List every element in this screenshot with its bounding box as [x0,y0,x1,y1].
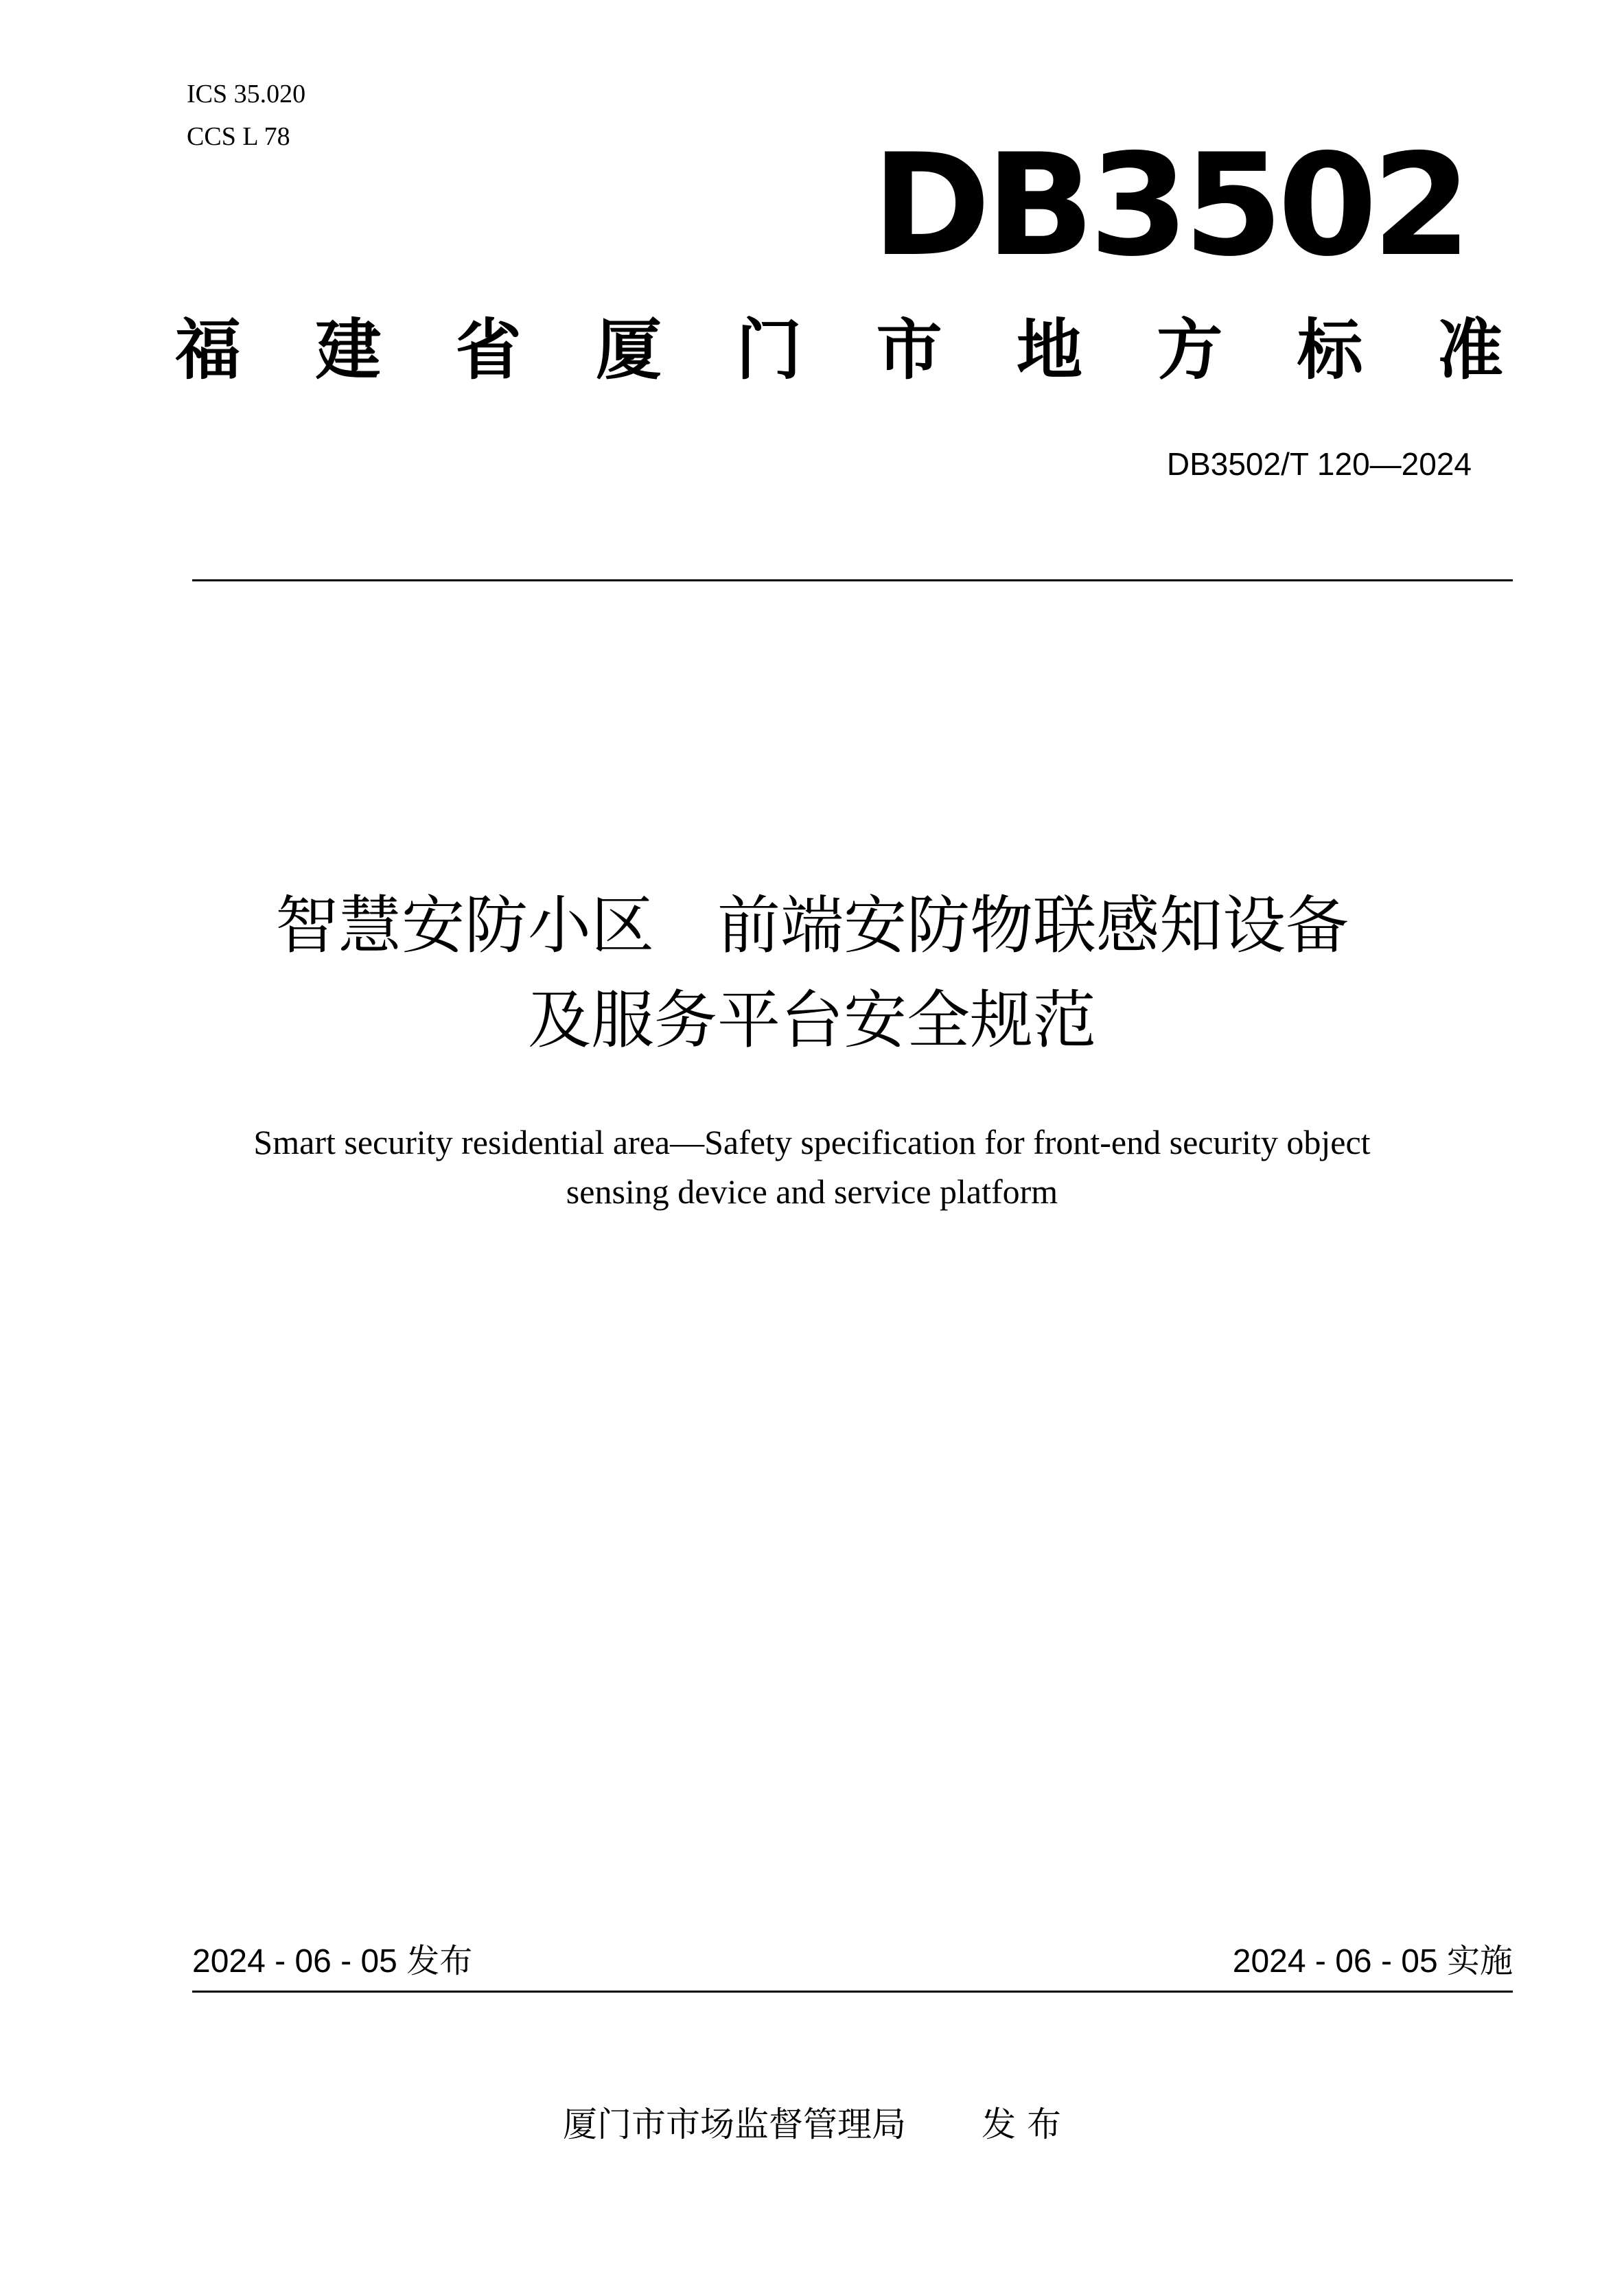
implementation-date: 2024 - 06 - 05 实施 [1232,1943,1513,1980]
english-title-line-2: sensing device and service platform [566,1172,1058,1211]
standard-number: DB3502/T 120—2024 [1166,446,1472,482]
english-title-line-1: Smart security residential area—Safety specification for front-end security object [253,1123,1371,1161]
standard-type-char: 门 [736,312,802,389]
standard-type-char: 准 [1437,312,1503,389]
chinese-title-line-1: 智慧安防小区 前端安防物联感知设备 [275,889,1349,962]
header-divider [192,579,1513,581]
standard-type-char: 省 [455,312,522,389]
publisher-line [0,2100,1624,2148]
standard-type-char: 建 [315,312,382,389]
chinese-title [0,879,1624,1068]
standard-type-char: 地 [1016,312,1082,389]
publish-label: 发 布 [982,2104,1061,2144]
english-title [0,1117,1624,1216]
standard-type-char: 标 [1297,312,1363,389]
ics-code: ICS 35.020 [187,80,306,108]
standard-type-char: 市 [876,312,942,389]
standard-type-heading [175,309,1503,391]
issue-date: 2024 - 06 - 05 发布 [192,1943,473,1980]
footer-divider [192,1991,1513,1993]
standard-type-char: 厦 [595,312,662,389]
chinese-title-line-2: 及服务平台安全规范 [527,984,1096,1057]
publisher-name: 厦门市市场监督管理局 [563,2104,907,2144]
ccs-code: CCS L 78 [187,122,290,151]
standard-type-char: 福 [175,312,241,389]
standard-type-char: 方 [1157,312,1223,389]
db-standard-logo: DB3502 [872,124,1466,288]
